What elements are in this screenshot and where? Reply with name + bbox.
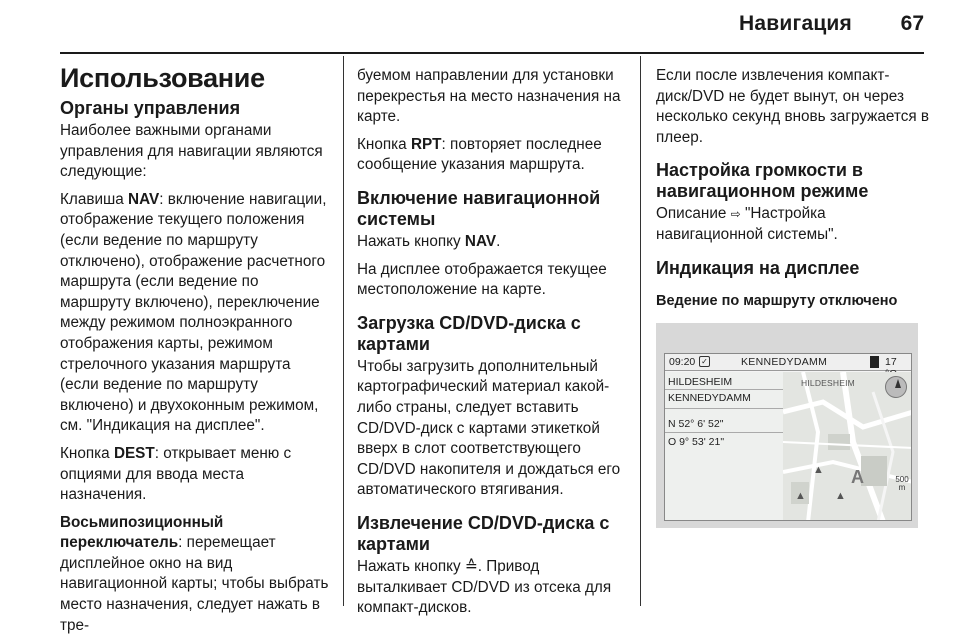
display-figure <box>656 323 918 528</box>
column-divider-1 <box>343 56 344 606</box>
enable-text: На дисплее отображается текущее местоположение на карте. <box>357 260 607 299</box>
nav-key-label: Клавиша <box>60 190 124 208</box>
info-divider <box>665 408 783 409</box>
guidance-icon: ✓ <box>699 356 710 367</box>
switch-key: Восьмипозиционный переключатель <box>60 513 224 552</box>
display-heading: Индикация на дисплее <box>656 257 860 278</box>
enable-pre: Нажать кнопку <box>357 232 461 250</box>
column-1 <box>60 62 332 642</box>
nav-key-paragraph <box>60 190 332 437</box>
nav-key-text: : включение навигации, отображение текущего положения (если ведение по маршруту отключено), отображение расчетного маршрута (если ведение по маршруту включено), переключение между режимом полноэкранного отображения карты, режимом стрелочного указания маршрута (если ведение по маршруту включено) и двухоконным режимом, см. "Индикация на дисплее". <box>60 190 327 435</box>
page-number: 67 <box>900 12 924 35</box>
column-2 <box>357 66 631 626</box>
load-text: Чтобы загрузить дополнительный картографический материал какой-либо страны, следует вставить CD/DVD-диск с картами этикеткой вверх в слот соответствующего CD/DVD накопителя и дождаться его автоматического втягивания. <box>357 357 621 499</box>
map-view <box>783 372 912 521</box>
poi-icon: ▲ <box>813 464 824 476</box>
phone-icon <box>870 356 879 368</box>
nav-key: NAV <box>128 190 160 208</box>
eject-text <box>357 557 631 619</box>
enable-heading: Включение навигационной системы <box>357 187 601 229</box>
dest-key: DEST <box>113 444 155 462</box>
map-city-label: HILDESHEIM <box>801 378 855 388</box>
column-divider-2 <box>640 56 641 606</box>
volume-ref: "Настройка навигационной системы". <box>656 205 838 243</box>
dest-key-label: Кнопка <box>60 444 110 462</box>
switch-text: : перемещает дисплейное окно на вид навигационной карты; чтобы выбрать место назначения, следует нажать в тре- <box>60 534 329 634</box>
compass-icon <box>885 376 907 398</box>
info-divider <box>665 389 783 390</box>
nav-screen <box>664 353 912 521</box>
poi-icon: ▲ <box>835 490 846 502</box>
guidance-off-heading: Ведение по маршруту отключено <box>656 292 898 309</box>
volume-pre: Описание <box>656 205 727 223</box>
enable-key: NAV <box>464 232 497 250</box>
eject-post: . Привод выталкивает CD/DVD из отсека для компакт-дисков. <box>357 557 612 617</box>
info-panel <box>665 372 783 521</box>
rpt-key-label: Кнопка <box>357 135 407 153</box>
eject-note: Если после извлечения компакт-диск/DVD не будет вынут, он через несколько секунд вновь загружается в плеер. <box>656 67 930 146</box>
info-city: HILDESHEIM <box>668 376 733 388</box>
eject-heading: Извлечение CD/DVD-диска с картами <box>357 512 610 554</box>
rpt-key-paragraph <box>357 135 631 176</box>
info-divider <box>665 432 783 433</box>
current-street: KENNEDYDAMM <box>741 356 828 368</box>
temperature: 17 <box>885 356 897 368</box>
continued-text: буемом направлении для установки перекрестья на место назначения на карте. <box>357 67 621 126</box>
volume-text <box>656 204 932 245</box>
rpt-key: RPT <box>410 135 442 153</box>
clock: 09:20 <box>669 356 696 368</box>
header-divider <box>60 52 924 54</box>
enable-post: . <box>496 232 501 250</box>
switch-paragraph <box>60 513 332 637</box>
main-heading: Использование <box>60 63 265 93</box>
eject-icon: ≙ <box>464 557 478 575</box>
status-bar <box>665 354 911 371</box>
poi-icon: ▲ <box>795 490 806 502</box>
column-3 <box>656 66 932 311</box>
volume-heading: Настройка громкости в навигационном режиме <box>656 160 869 202</box>
controls-intro: Наиболее важными органами управления для навигации являются следующие: <box>60 122 323 181</box>
arrow-right-icon: ⇨ <box>730 207 741 222</box>
map-scale: 500 m <box>895 475 909 492</box>
eject-pre: Нажать кнопку <box>357 557 461 575</box>
section-title: Навигация <box>739 12 852 35</box>
controls-heading: Органы управления <box>60 98 241 118</box>
info-street: KENNEDYDAMM <box>668 392 751 404</box>
dest-key-paragraph <box>60 444 332 506</box>
load-heading: Загрузка CD/DVD-диска с картами <box>357 312 581 354</box>
longitude: O 9° 53' 21" <box>668 436 725 448</box>
dest-key-text: : открывает меню с опциями для ввода места назначения. <box>60 444 292 504</box>
rpt-key-text: : повторяет последнее сообщение указания маршрута. <box>357 135 602 174</box>
poi-marker: A <box>851 467 864 487</box>
page-header <box>0 0 960 60</box>
enable-instruction <box>357 232 631 253</box>
latitude: N 52° 6' 52" <box>668 418 724 430</box>
